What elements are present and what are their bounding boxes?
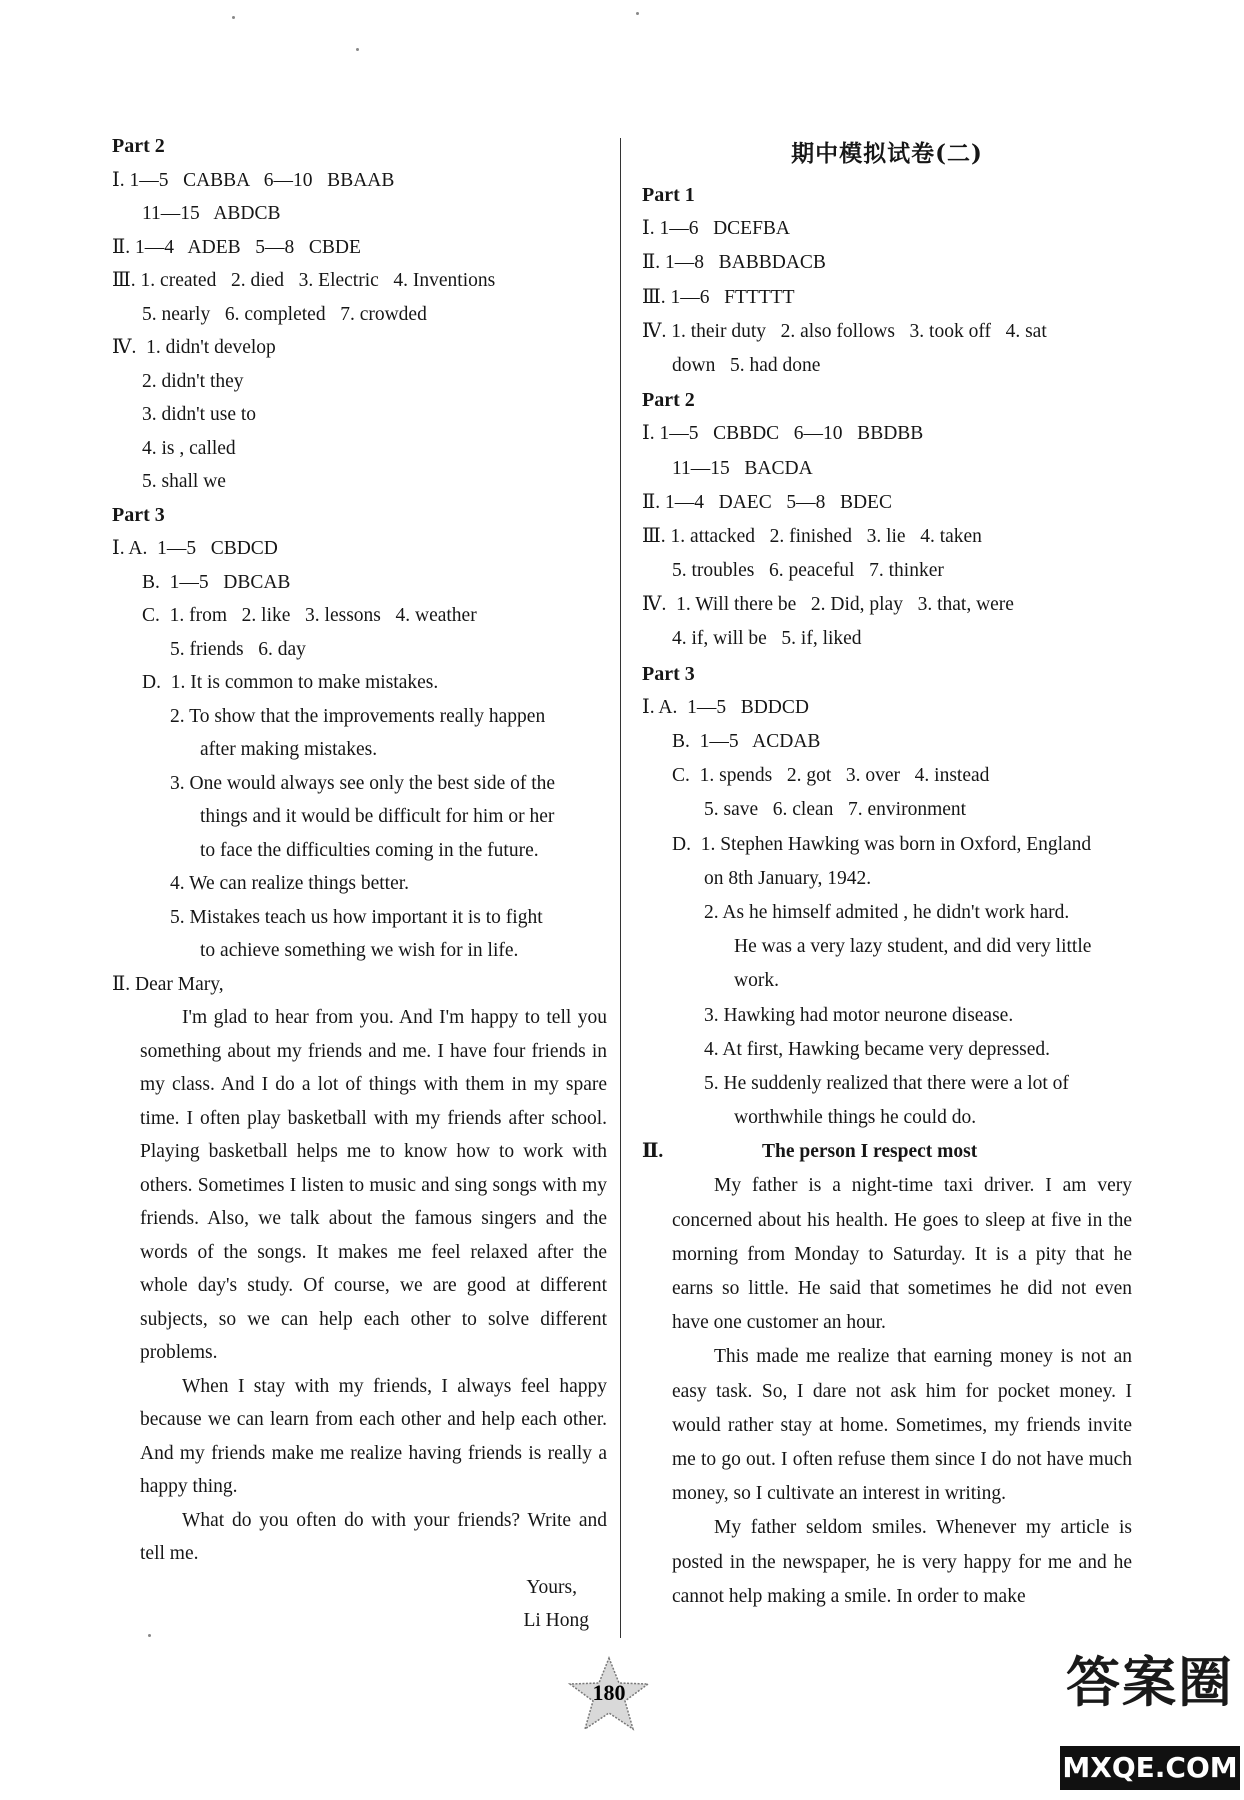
right-column [642,134,1132,1614]
answer-line: C. 1. spends 2. got 3. over 4. instead [672,765,990,787]
answer-line: B. 1—5 ACDAB [672,731,821,752]
answer-line: Ⅰ. 1—5 CBBDC 6—10 BBDBB [642,423,924,445]
part-heading: Part 2 [642,389,695,412]
answer-line: Ⅱ. 1—4 ADEB 5—8 CBDE [112,236,361,258]
essay-paragraph: This made me realize that earning money is not an easy task. So, I dare not ask him for pocket money. I would rather stay at home. Sometimes, my friends invite me to go out. I often refuse them since I do not have much money, so I cultivate an interest in writing. [672,1346,1132,1505]
answer-line: Ⅰ. A. 1—5 CBDCD [112,538,278,559]
sample-letter [112,1001,607,1638]
answer-line: 3. Hawking had motor neurone disease. [704,1004,1014,1026]
answer-line: D. 1. Stephen Hawking was born in Oxford, England [672,833,1092,855]
essay-heading [642,1135,1132,1169]
answer-line: 5. shall we [142,471,226,492]
answer-line: Ⅳ. 1. their duty 2. also follows 3. took off 4. sat [642,320,1047,342]
part-heading: Part 2 [112,135,165,157]
page-number-badge [566,1656,652,1732]
answer-line: Ⅳ. 1. didn't develop [112,337,276,358]
letter-signature: Li Hong [523,1610,589,1631]
part-heading: Part 3 [112,503,165,526]
answer-line: 4. We can realize things better. [170,873,410,894]
answer-line: 2. didn't they [142,370,244,392]
part-heading: Part 1 [642,184,695,206]
essay-number: Ⅱ. [642,1141,664,1163]
answer-line: C. 1. from 2. like 3. lessons 4. weather [142,605,477,626]
answer-line: 11—15 ABDCB [142,203,281,224]
site-watermark [1060,1640,1240,1800]
answer-line: D. 1. It is common to make mistakes. [142,672,439,693]
answer-line: to face the difficulties coming in the future. [200,839,539,861]
answer-line: 3. One would always see only the best side of the [170,772,556,794]
answer-line: 5. He suddenly realized that there were a lot of [704,1072,1069,1094]
answer-line: 5. nearly 6. completed 7. crowded [142,303,427,325]
part-heading: Part 3 [642,662,695,685]
answer-line: on 8th January, 1942. [704,867,872,889]
sample-essay [642,1169,1132,1614]
answer-line: 2. To show that the improvements really happen [170,705,546,727]
answer-line: 5. Mistakes teach us how important it is to fight [170,906,543,928]
essay-title: The person I respect most [762,1141,978,1163]
answer-line: 2. As he himself admited , he didn't work hard. [704,901,1070,923]
watermark-url: MXQE.COM [1060,1746,1240,1790]
answer-line: Ⅲ. 1—6 FTTTTT [642,286,795,308]
answer-line: He was a very lazy student, and did very little [734,936,1092,958]
answer-line: Ⅳ. 1. Will there be 2. Did, play 3. that, were [642,594,1014,616]
left-column [112,130,607,1638]
answer-line: 5. troubles 6. peaceful 7. thinker [672,560,944,582]
answer-line: 5. save 6. clean 7. environment [704,799,967,821]
answer-line: Ⅰ. A. 1—5 BDDCD [642,696,809,718]
essay-paragraph: My father seldom smiles. Whenever my article is posted in the newspaper, he is very happy for me and he cannot help making a smile. In order to make [672,1517,1132,1607]
answer-line: Ⅰ. 1—5 CABBA 6—10 BBAAB [112,169,395,191]
answer-line: down 5. had done [672,354,821,376]
watermark-brand: 答案圈 [1066,1651,1234,1714]
answer-line: worthwhile things he could do. [734,1107,977,1129]
answer-line: Ⅱ. 1—4 DAEC 5—8 BDEC [642,491,892,513]
letter-salutation: Ⅱ. Dear Mary, [112,973,224,995]
answer-line: B. 1—5 DBCAB [142,571,291,593]
answer-line: 4. At first, Hawking became very depressed. [704,1038,1051,1060]
answer-line: 4. is , called [142,437,236,459]
letter-paragraph: What do you often do with your friends? Write and tell me. [140,1509,607,1564]
answer-line: to achieve something we wish for in life. [200,940,519,961]
essay-paragraph: My father is a night-time taxi driver. I am very concerned about his health. He goes to sleep at five in the morning from Monday to Saturday. It is a pity that he earns so little. He said that sometimes he did not even have one customer an hour. [672,1175,1132,1334]
answer-line: Ⅰ. 1—6 DCEFBA [642,218,791,240]
letter-paragraph: When I stay with my friends, I always feel happy because we can learn from each other and help each other. And my friends make me realize having friends is really a happy thing. [140,1375,607,1497]
answer-line: Ⅱ. 1—8 BABBDACB [642,252,826,274]
answer-line: work. [734,970,779,992]
answer-line: 5. friends 6. day [170,638,306,660]
exam-title: 期中模拟试卷(二) [791,140,983,167]
answer-line: 4. if, will be 5. if, liked [672,628,862,650]
page-number: 180 [592,1680,626,1705]
answer-line: after making mistakes. [200,739,378,760]
answer-line: 3. didn't use to [142,404,257,425]
answer-line: things and it would be difficult for him or her [200,806,555,827]
letter-paragraph: I'm glad to hear from you. And I'm happy to tell you something about my friends and me. I have four friends in my class. And I do a lot of things with them in my spare time. I often play basketball with my friends after school. Playing basketball helps me to know how to work with others. Sometimes I listen to music and sing songs with my friends. Also, we talk about the famous singers and the words of the songs. It makes me feel relaxed after the whole day's study. Of course, we are good at different subjects, so we can help each other to solve different problems. [140,1007,607,1363]
answer-line: Ⅲ. 1. attacked 2. finished 3. lie 4. taken [642,525,982,547]
answer-line: 11—15 BACDA [672,457,813,479]
column-divider [620,138,621,1638]
letter-closing: Yours, [526,1576,577,1598]
answer-line: Ⅲ. 1. created 2. died 3. Electric 4. Inventions [112,270,496,291]
